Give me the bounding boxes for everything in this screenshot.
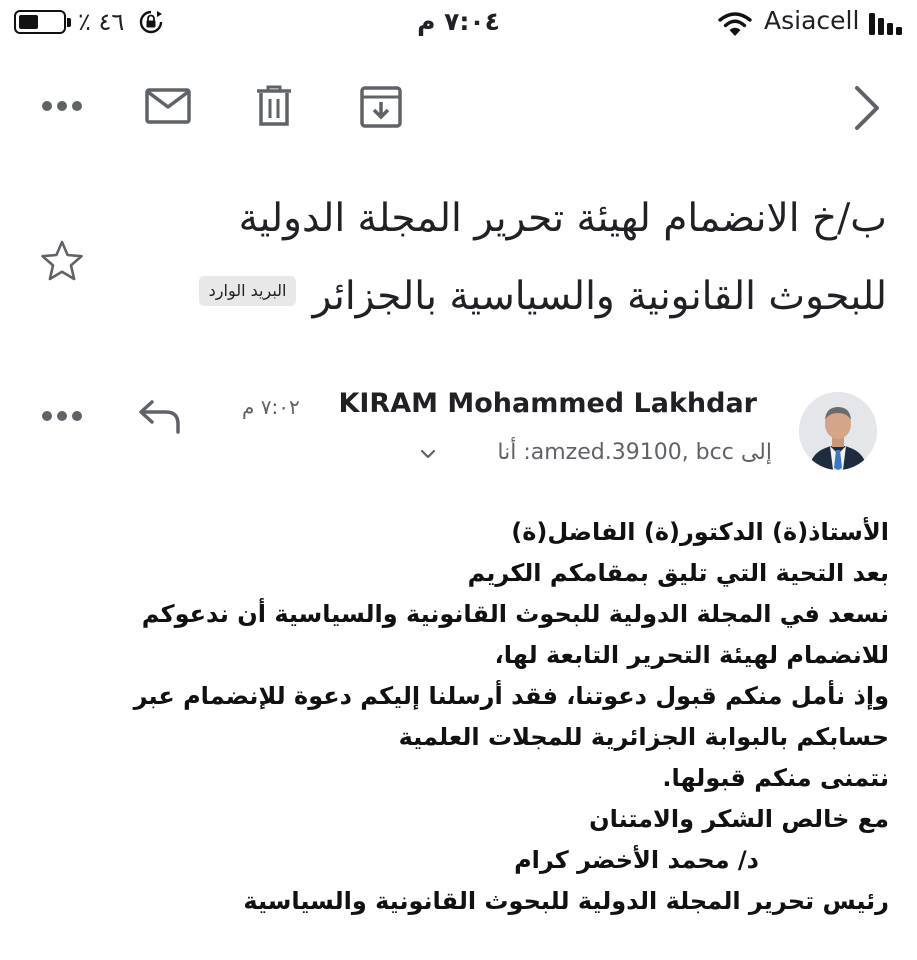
dot: [42, 411, 52, 421]
reply-button[interactable]: [138, 398, 182, 434]
body-line: بعد التحية التي تليق بمقامكم الكريم: [467, 559, 889, 587]
dot: [72, 411, 82, 421]
sent-time: ٧:٠٢ م: [242, 395, 300, 419]
message-body: [40, 512, 889, 922]
body-line: وإذ نأمل منكم قبول دعوتنا، فقد أرسلنا إليكم دعوة للإنضمام عبر: [133, 682, 889, 710]
wifi-icon: [718, 11, 752, 37]
trash-icon: [257, 87, 291, 124]
star-icon[interactable]: [40, 240, 84, 282]
sender-name[interactable]: KIRAM Mohammed Lakhdar: [338, 388, 757, 419]
chevron-right-icon: [857, 88, 877, 128]
inbox-label-chip[interactable]: البريد الوارد: [199, 276, 297, 306]
subject-line-1: ب/خ الانضمام لهيئة تحرير المجلة الدولية: [238, 196, 887, 241]
subject-line-2: [110, 258, 887, 336]
carrier-name: Asiacell: [764, 6, 860, 35]
battery-percent: ٤٦ ٪: [78, 8, 125, 36]
body-line: للانضمام لهيئة التحرير التابعة لها،: [494, 641, 889, 669]
archive-button[interactable]: [360, 86, 402, 128]
body-line: نتمنى منكم قبولها.: [662, 764, 889, 792]
chevron-down-icon[interactable]: [420, 448, 436, 460]
more-options-button[interactable]: [42, 101, 86, 113]
archive-icon: [362, 88, 400, 126]
body-line: رئيس تحرير المجلة الدولية للبحوث القانونية والسياسية: [243, 887, 889, 915]
body-line: نسعد في المجلة الدولية للبحوث القانونية والسياسية أن ندعوكم: [141, 600, 889, 628]
status-bar: [0, 0, 917, 48]
email-subject: [110, 180, 887, 336]
recipients-line[interactable]: إلى amzed.39100, bcc: أنا: [497, 440, 772, 465]
sender-photo: [799, 392, 877, 470]
dot: [72, 101, 82, 111]
avatar[interactable]: [799, 392, 877, 470]
signal-icon: [868, 12, 906, 36]
status-time: ٧:٠٤ م: [417, 7, 500, 36]
delete-button[interactable]: [256, 85, 292, 127]
body-line: حسابكم بالبوابة الجزائرية للمجلات العلمية: [398, 723, 889, 751]
next-email-button[interactable]: [852, 85, 882, 131]
dot: [57, 411, 67, 421]
body-line: الأستاذ(ة) الدكتور(ة) الفاضل(ة): [511, 518, 889, 546]
mail-icon: [147, 90, 189, 122]
mark-unread-button[interactable]: [145, 88, 191, 124]
reply-icon: [141, 402, 178, 432]
body-line: مع خالص الشكر والامتنان: [589, 805, 889, 833]
message-more-button[interactable]: [42, 411, 86, 423]
dot: [57, 101, 67, 111]
signature-name: د/ محمد الأخضر كرام: [514, 846, 759, 874]
dot: [42, 101, 52, 111]
subject-line-2-text: للبحوث القانونية والسياسية بالجزائر: [312, 274, 887, 319]
